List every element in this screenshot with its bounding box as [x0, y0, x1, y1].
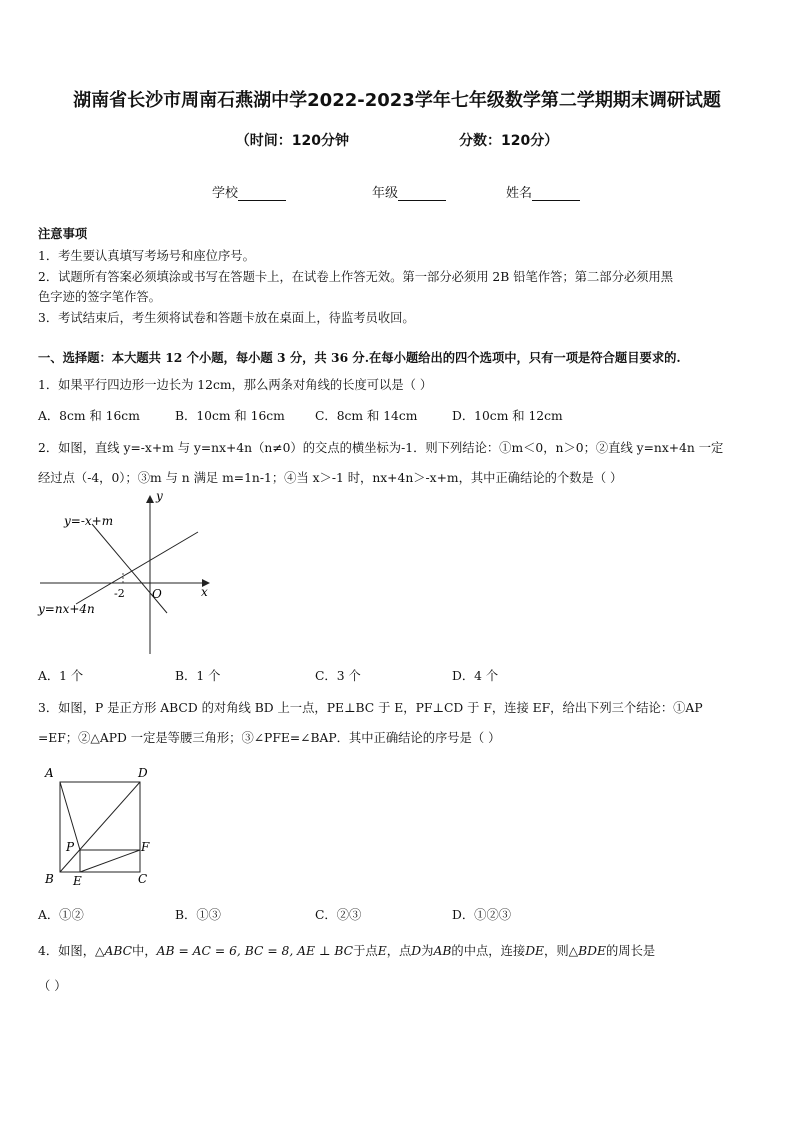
q3-option-d: D．①②③ — [452, 908, 512, 922]
label-line2: y=nx+4n — [38, 602, 95, 616]
question-3-stem-line2: =EF；②△APD 一定是等腰三角形；③∠PFE=∠BAP．其中正确结论的序号是（ ） — [38, 731, 501, 745]
q4-text: 的中点，连接 — [451, 944, 526, 958]
note-item: 2．试题所有答案必须填涂或书写在答题卡上，在试卷上作答无效。第一部分必须用 2B 铅笔作答；第二部分必须用黑 — [38, 270, 674, 284]
tick-label: -2 — [114, 587, 125, 600]
question-2-stem-line1: 2．如图，直线 y=-x+m 与 y=nx+4n（n≠0）的交点的横坐标为-1．则下列结论：①m＜0，n＞0；②直线 y=nx+4n 一定 — [38, 441, 724, 455]
note-item: 3．考试结束后，考生须将试卷和答题卡放在桌面上，待监考员收回。 — [38, 311, 415, 325]
q2-option-c: C．3 个 — [315, 669, 361, 683]
q4-math: D — [411, 944, 422, 958]
line-y-nx-plus-4n — [76, 532, 198, 604]
segment-ef — [80, 850, 140, 872]
point-c-label: C — [138, 872, 148, 886]
q4-text: ，点 — [386, 944, 412, 958]
q4-math: △ABC — [95, 944, 133, 958]
q4-text: 为 — [421, 944, 434, 958]
grade-blank — [398, 188, 446, 201]
q3-option-b: B．①③ — [175, 908, 221, 922]
time-label: （时间：120分钟 — [235, 133, 349, 149]
note-item: 色字迹的签字笔作答。 — [38, 290, 161, 304]
question-4-stem-line2: （ ） — [38, 979, 67, 993]
q1-option-d: D．10cm 和 12cm — [452, 409, 563, 423]
point-d-label: D — [138, 766, 148, 780]
grade-field — [372, 182, 446, 201]
q1-option-a: A．8cm 和 16cm — [38, 409, 140, 423]
question-2-stem-line2: 经过点（-4，0）；③m 与 n 满足 m=1n-1；④当 x＞-1 时，nx+4n＞-x+m，其中正确结论的个数是（ ） — [38, 471, 623, 485]
point-e-label: E — [73, 874, 82, 888]
y-axis-label: y — [156, 489, 163, 503]
q4-math: AB = AC = 6, BC = 8, AE ⊥ BC — [156, 944, 354, 958]
exam-title: 湖南省长沙市周南石燕湖中学2022-2023学年七年级数学第二学期期末调研试题 — [73, 90, 721, 111]
grade-label: 年级 — [372, 186, 399, 201]
q2-option-a: A．1 个 — [38, 669, 84, 683]
school-blank — [238, 188, 286, 201]
diagonal-bd — [60, 782, 140, 872]
name-blank — [532, 188, 580, 201]
q3-option-c: C．②③ — [315, 908, 362, 922]
q4-math: E — [377, 944, 387, 958]
school-label: 学校 — [212, 186, 239, 201]
q4-text: 于点 — [353, 944, 378, 958]
q2-graph-figure — [34, 488, 219, 658]
x-axis-label: x — [201, 585, 208, 599]
q4-math: △BDE — [568, 944, 606, 958]
score-label: 分数：120分） — [459, 133, 559, 149]
point-a-label: A — [45, 766, 54, 780]
q4-math: AB — [433, 944, 452, 958]
notes-heading: 注意事项 — [38, 226, 88, 241]
school-field — [212, 182, 286, 201]
q2-option-b: B．1 个 — [175, 669, 221, 683]
question-3-stem-line1: 3．如图，P 是正方形 ABCD 的对角线 BD 上一点，PE⊥BC 于 E，PF⊥CD 于 F，连接 EF，给出下列三个结论：①AP — [38, 701, 703, 715]
q4-text: 4．如图， — [38, 944, 96, 958]
q1-option-b: B．10cm 和 16cm — [175, 409, 285, 423]
q4-text: 的周长是 — [605, 944, 656, 958]
exam-subtitle — [0, 130, 794, 150]
q4-text: 中， — [132, 944, 157, 958]
q1-option-c: C．8cm 和 14cm — [315, 409, 418, 423]
q2-option-d: D．4 个 — [452, 669, 499, 683]
y-axis-arrow — [146, 495, 154, 503]
note-item: 1．考生要认真填写考场号和座位序号。 — [38, 249, 255, 263]
point-b-label: B — [45, 872, 54, 886]
q3-option-a: A．①② — [38, 908, 84, 922]
point-f-label: F — [141, 840, 150, 854]
q4-math: DE — [525, 944, 545, 958]
q4-text: ，则 — [544, 944, 569, 958]
question-1-stem: 1．如果平行四边形一边长为 12cm，那么两条对角线的长度可以是（ ） — [38, 378, 433, 392]
question-4-stem-line1 — [38, 941, 655, 959]
q3-square-figure — [38, 762, 158, 892]
name-label: 姓名 — [506, 186, 533, 201]
section-heading: 一、选择题：本大题共 12 个小题，每小题 3 分，共 36 分.在每小题给出的四个选项中，只有一项是符合题目要求的. — [38, 350, 681, 365]
name-field — [506, 182, 580, 201]
label-line1: y=-x+m — [64, 514, 114, 528]
point-p-label: P — [66, 840, 75, 854]
origin-label: O — [152, 587, 162, 601]
